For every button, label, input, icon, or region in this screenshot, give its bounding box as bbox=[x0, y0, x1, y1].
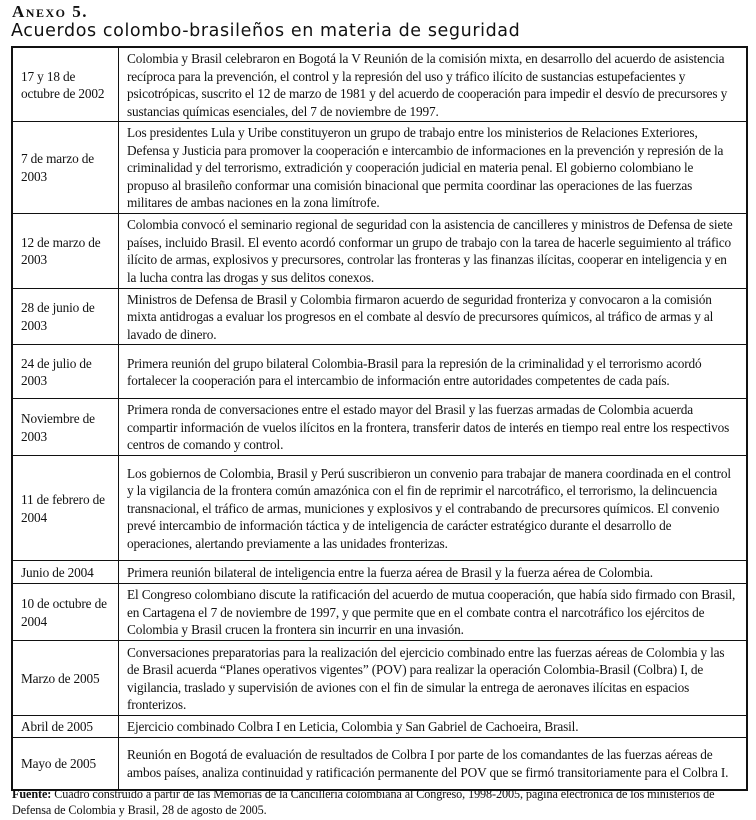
table-row bbox=[12, 561, 747, 584]
row-date: 7 de marzo de 2003 bbox=[12, 122, 119, 214]
row-date: Mayo de 2005 bbox=[12, 738, 119, 790]
row-description: Primera ronda de conversaciones entre el estado mayor del Brasil y las fuerzas armadas de Colombia acuerda compartir información de vuelos ilícitos en la frontera, transferir datos de interés en tiempo real entre los respectivos centros de comando y control. bbox=[119, 399, 748, 456]
table-row bbox=[12, 738, 747, 790]
page-title: Acuerdos colombo-brasileños en materia de seguridad bbox=[11, 21, 521, 41]
source-note bbox=[12, 786, 747, 818]
agreements-table bbox=[11, 46, 748, 791]
source-text: Cuadro construido a partir de las Memorias de la Cancillería colombiana al Congreso, 1998-2005, página electrónica de los ministerios de Defensa de Colombia y Brasil, 28 de agosto de 2005. bbox=[12, 787, 715, 817]
row-date: 11 de febrero de 2004 bbox=[12, 456, 119, 561]
annex-label: Anexo 5. bbox=[12, 2, 88, 21]
row-date: Noviembre de 2003 bbox=[12, 399, 119, 456]
table-row bbox=[12, 456, 747, 561]
row-description: Primera reunión bilateral de inteligencia entre la fuerza aérea de Brasil y la fuerza aérea de Colombia. bbox=[119, 561, 748, 584]
row-description: Colombia y Brasil celebraron en Bogotá la V Reunión de la comisión mixta, en desarrollo del acuerdo de asistencia recíproca para la prevención, el control y la represión del uso y tráfico ilícito de sustancias estupefacientes y psicotrópicas, suscrito el 12 de marzo de 1981 y del acuerdo de cooperación para impedir el desvío de precursores y sustancias químicas esenciales, del 7 de noviembre de 1997. bbox=[119, 47, 748, 122]
row-date: Abril de 2005 bbox=[12, 716, 119, 738]
row-date: 17 y 18 de octubre de 2002 bbox=[12, 47, 119, 122]
table-row bbox=[12, 399, 747, 456]
row-description: Reunión en Bogotá de evaluación de resultados de Colbra I por parte de los comandantes de las fuerzas aéreas de ambos países, analiza continuidad y ratificación permanente del POV que se firmó transitoriamente para el Colbra I. bbox=[119, 738, 748, 790]
table-row bbox=[12, 641, 747, 716]
table-row bbox=[12, 716, 747, 738]
row-date: Marzo de 2005 bbox=[12, 641, 119, 716]
row-date: 28 de junio de 2003 bbox=[12, 288, 119, 345]
row-description: El Congreso colombiano discute la ratificación del acuerdo de mutua cooperación, que había sido firmado con Brasil, en Cartagena el 7 de noviembre de 1997, y que permite que en el combate contra el narcotráfico los ejércitos de Colombia y Brasil crucen la frontera sin incurrir en una invasión. bbox=[119, 584, 748, 641]
row-date: 24 de julio de 2003 bbox=[12, 345, 119, 399]
table-row bbox=[12, 288, 747, 345]
table-row bbox=[12, 584, 747, 641]
table-row bbox=[12, 47, 747, 122]
row-date: 10 de octubre de 2004 bbox=[12, 584, 119, 641]
source-label: Fuente: bbox=[12, 787, 52, 801]
row-description: Ejercicio combinado Colbra I en Leticia, Colombia y San Gabriel de Cachoeira, Brasil. bbox=[119, 716, 748, 738]
row-description: Primera reunión del grupo bilateral Colombia-Brasil para la represión de la criminalidad y el terrorismo acordó fortalecer la cooperación para el intercambio de información entre autoridades competentes de cada país. bbox=[119, 345, 748, 399]
table-row bbox=[12, 213, 747, 288]
row-description: Colombia convocó el seminario regional de seguridad con la asistencia de cancilleres y ministros de Defensa de siete países, incluido Brasil. El evento acordó conformar un grupo de trabajo con la tarea de hacerle seguimiento al tráfico ilícito de armas, explosivos y precursores, controlar las fronteras y las finanzas ilícitas, cooperar en inteligencia y en la lucha contra las drogas y sus delitos conexos. bbox=[119, 213, 748, 288]
table-row bbox=[12, 122, 747, 214]
table-row bbox=[12, 345, 747, 399]
row-description: Conversaciones preparatorias para la realización del ejercicio combinado entre las fuerzas aéreas de Colombia y las de Brasil acuerda “Planes operativos vigentes” (POV) para realizar la operación Colombia-Brasil (Colbra) I, de vigilancia, traslado y supervisión de aviones con el fin de simular la entrega de aeronaves ilícitas en espacios fronterizos. bbox=[119, 641, 748, 716]
row-description: Los presidentes Lula y Uribe constituyeron un grupo de trabajo entre los ministerios de Relaciones Exteriores, Defensa y Justicia para promover la cooperación e intercambio de informaciones en la prevención y represión de la criminalidad y del terrorismo, extradición y cooperación judicial en materia penal. El gobierno colombiano le propuso al brasileño conformar una comisión binacional que permita coordinar las operaciones de las fuerzas militares de ambas naciones en la zona limítrofe. bbox=[119, 122, 748, 214]
row-description: Ministros de Defensa de Brasil y Colombia firmaron acuerdo de seguridad fronteriza y convocaron a la comisión mixta antidrogas a evaluar los progresos en el combate al desvío de precursores químicos, al tráfico de armas y al lavado de dinero. bbox=[119, 288, 748, 345]
row-description: Los gobiernos de Colombia, Brasil y Perú suscribieron un convenio para trabajar de manera coordinada en el control y la vigilancia de la frontera común amazónica con el fin de reprimir el narcotráfico, el terrorismo, la delincuencia transnacional, el tráfico de armas, municiones y explosivos y el contrabando de precursores químicos. El convenio prevé intercambio de información táctica y de inteligencia de carácter estratégico durante el desarrollo de operaciones, alertando previamente a las unidades fronterizas. bbox=[119, 456, 748, 561]
row-date: 12 de marzo de 2003 bbox=[12, 213, 119, 288]
row-date: Junio de 2004 bbox=[12, 561, 119, 584]
